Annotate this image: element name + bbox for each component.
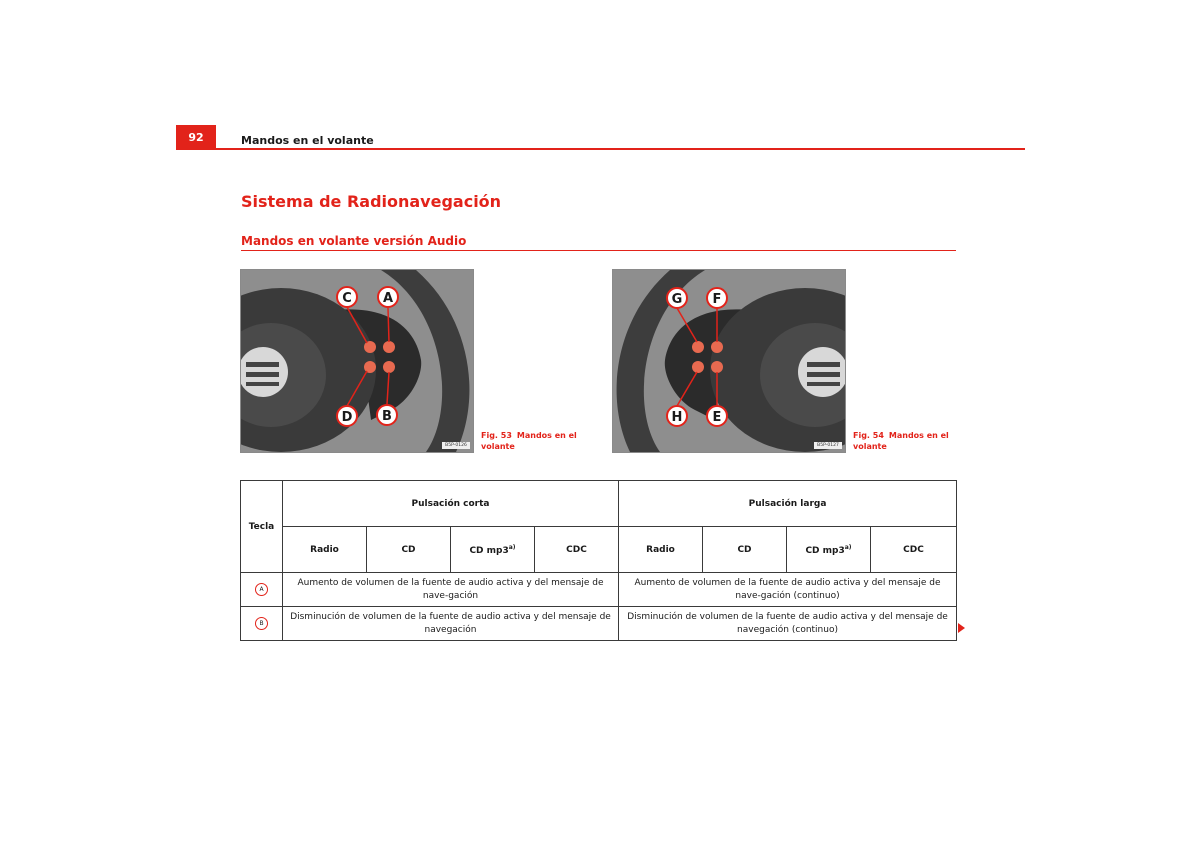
key-column-header: Tecla [241,481,283,573]
page-number: 92 [176,125,216,149]
figure-54-caption [853,430,953,452]
short-press-cell: Disminución de volumen de la fuente de audio activa y del mensaje de navegación [283,607,619,641]
steering-wheel-left-illustration [241,270,473,452]
section-title: Sistema de Radionavegación [241,192,502,211]
figure-code: B5P-0127 [814,442,842,449]
footnote-mark: a) [508,543,516,551]
figure-53-caption [481,430,581,452]
callout-label: H [671,410,683,425]
column-header-cdc: CDC [871,527,957,573]
short-press-cell: Aumento de volumen de la fuente de audio activa y del mensaje de nave-gación [283,573,619,607]
column-header-radio: Radio [283,527,367,573]
long-press-cell: Disminución de volumen de la fuente de audio activa y del mensaje de navegación (continuo) [619,607,957,641]
column-header-cd: CD [367,527,451,573]
footnote-mark: a) [844,543,852,551]
column-header-cd-mp3-label: CD mp3 [805,545,845,556]
controls-table [240,480,957,641]
table-row [241,607,957,641]
callout-label: G [671,292,683,307]
caption-number: Fig. 53 [481,431,512,440]
figure-53-steering-wheel-left [240,269,474,453]
key-cell [241,607,283,641]
caption-text: Mandos en el volante [481,431,577,451]
key-cell [241,573,283,607]
running-title: Mandos en el volante [241,134,374,147]
long-press-cell: Aumento de volumen de la fuente de audio activa y del mensaje de nave-gación (continuo) [619,573,957,607]
short-press-header: Pulsación corta [283,481,619,527]
column-header-cd-mp3 [451,527,535,573]
subsection-title: Mandos en volante versión Audio [241,234,467,248]
table-row [241,573,957,607]
figure-54-steering-wheel-right [612,269,846,453]
column-header-cd-mp3 [787,527,871,573]
callout-label: C [342,291,352,306]
column-header-cd: CD [703,527,787,573]
header-rule [176,148,1025,150]
key-badge: A [255,583,268,596]
callout-label: F [712,292,722,307]
subsection-rule [241,250,956,251]
callout-label: E [712,410,722,425]
column-header-cdc: CDC [535,527,619,573]
caption-text: Mandos en el volante [853,431,949,451]
callout-label: A [382,291,394,306]
callout-label: B [382,409,392,424]
caption-number: Fig. 54 [853,431,884,440]
callout-label: D [341,410,353,425]
key-badge: B [255,617,268,630]
column-header-cd-mp3-label: CD mp3 [469,545,509,556]
long-press-header: Pulsación larga [619,481,957,527]
next-page-arrow-icon [958,623,965,633]
figure-code: B5P-0126 [442,442,470,449]
column-header-radio: Radio [619,527,703,573]
steering-wheel-right-illustration [613,270,845,452]
